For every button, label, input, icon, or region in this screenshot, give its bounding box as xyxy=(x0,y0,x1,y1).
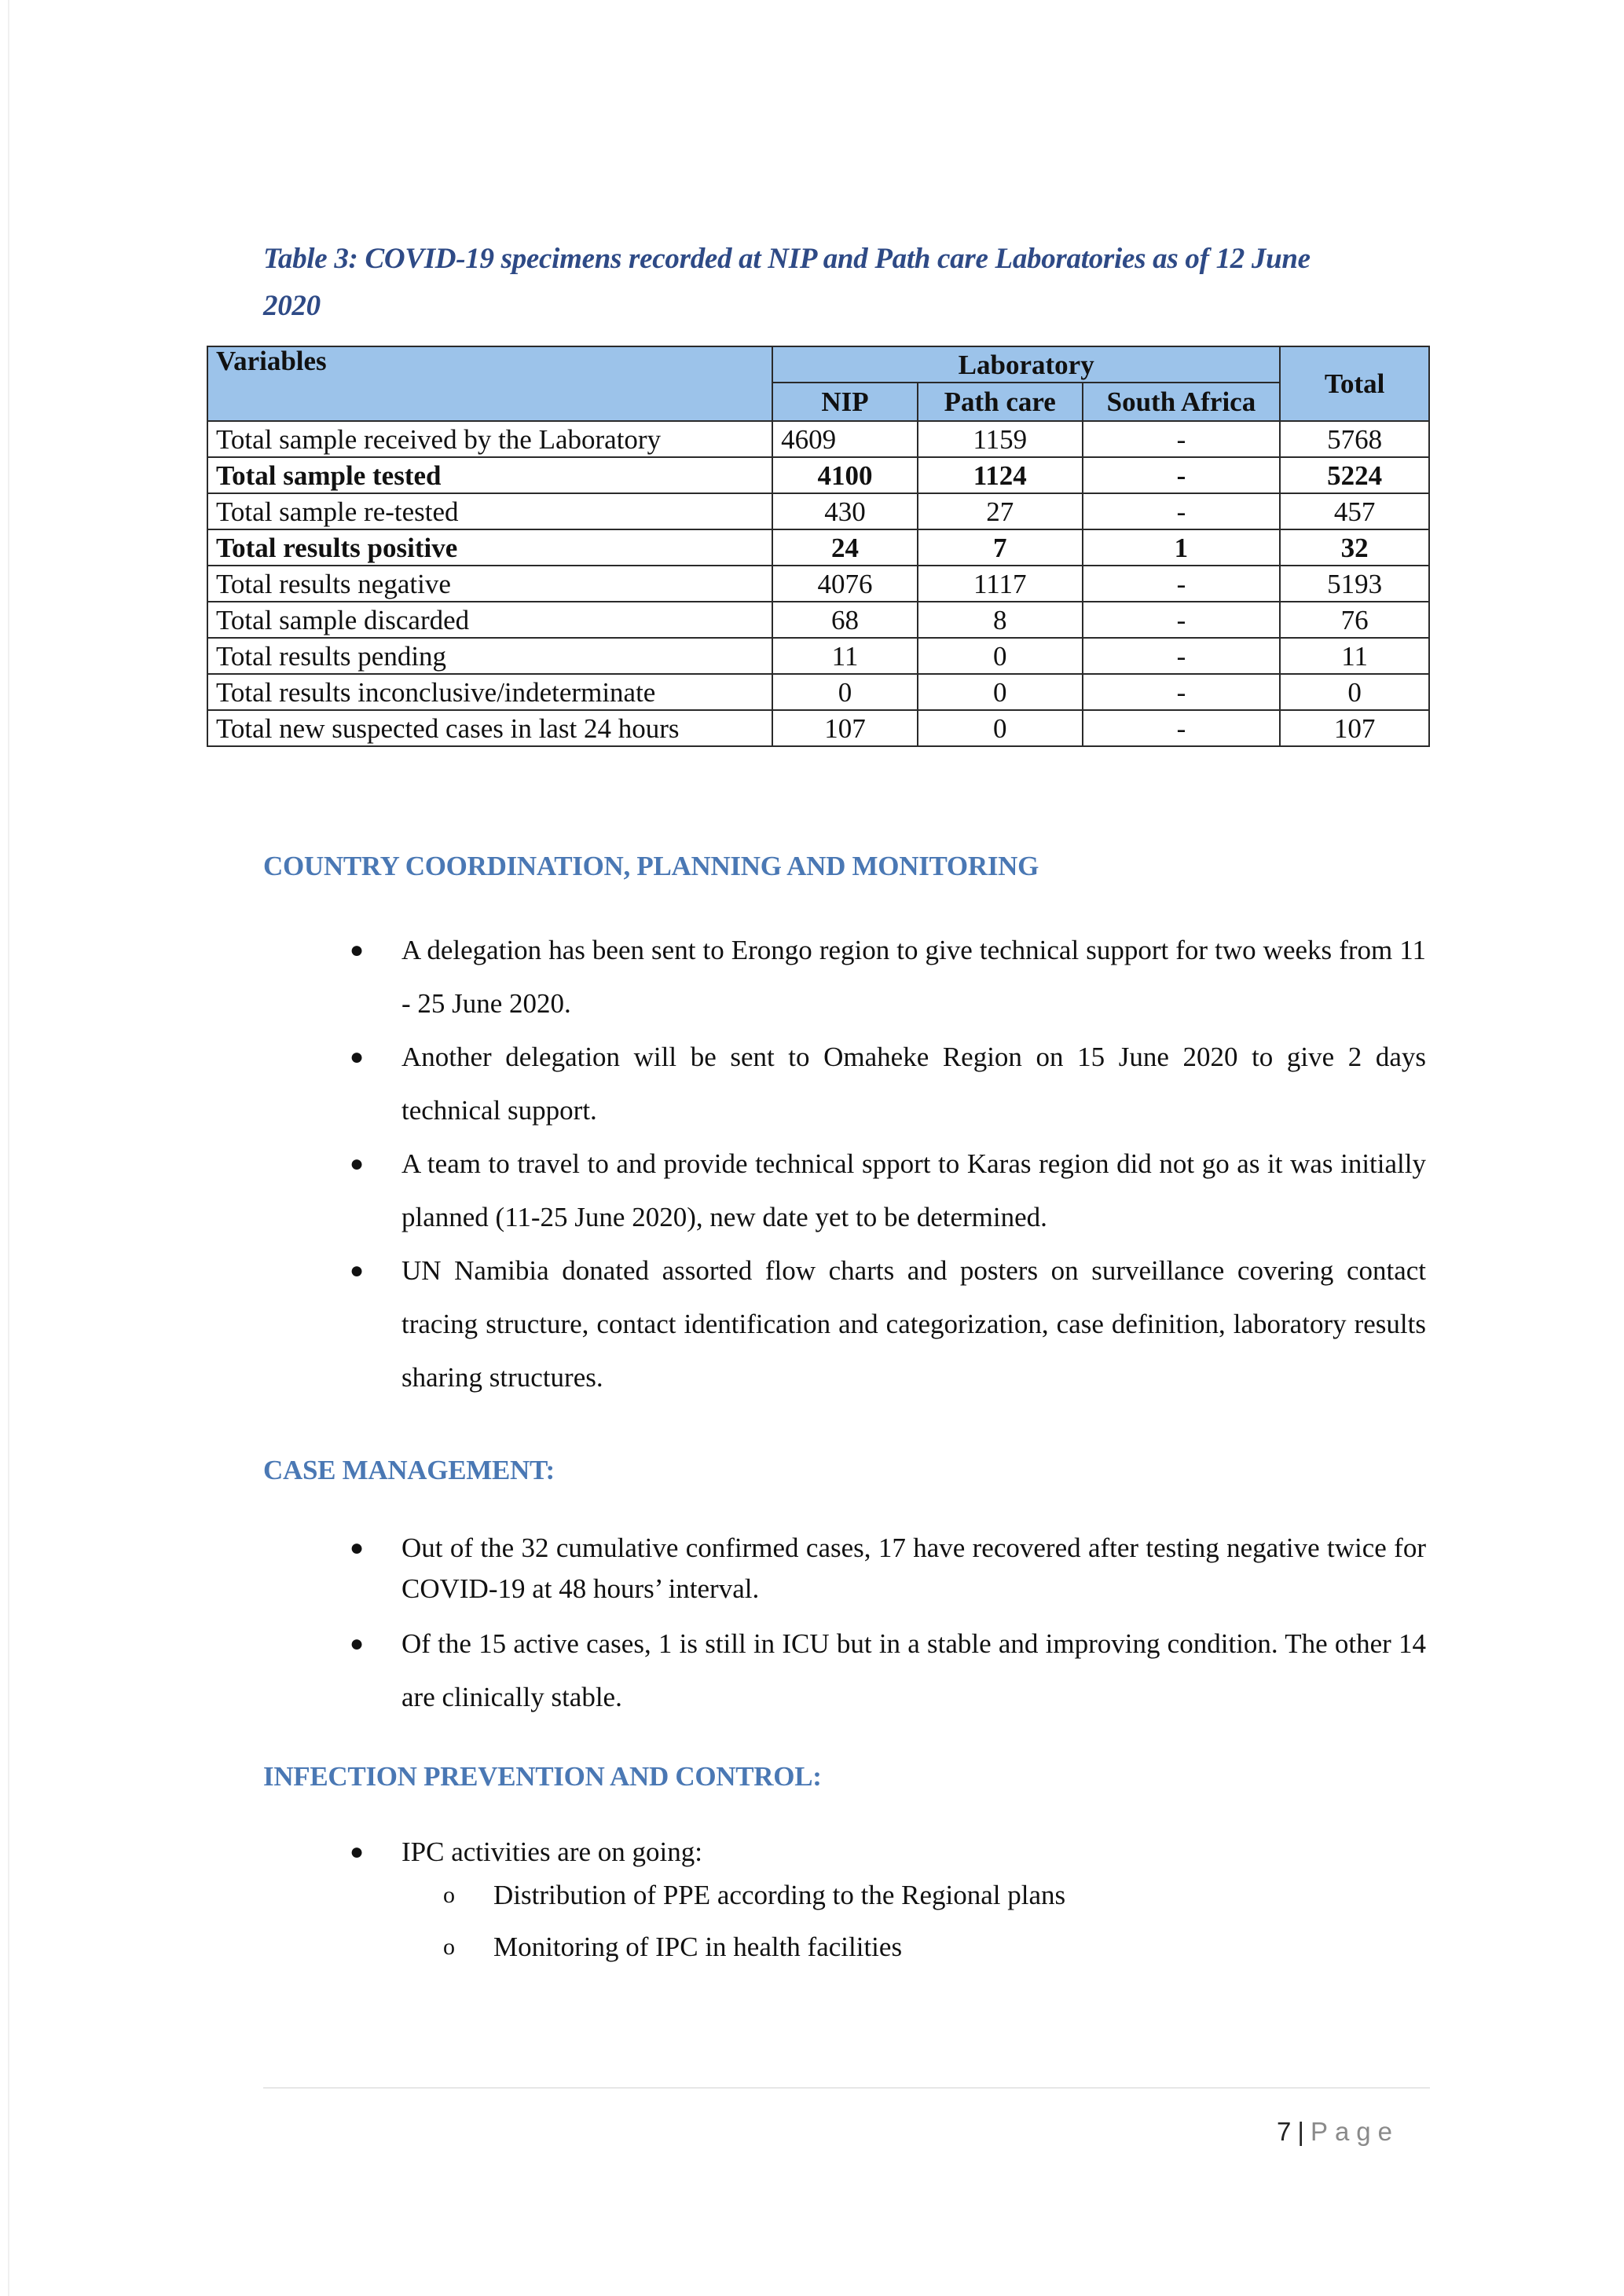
list-item xyxy=(350,1617,1426,1724)
ipc-bullet-list xyxy=(350,1829,1426,1972)
list-item xyxy=(350,1244,1426,1404)
bullet-icon: ● xyxy=(350,937,365,963)
cell-path-care: 1159 xyxy=(918,421,1083,457)
footer-divider xyxy=(263,2087,1430,2089)
row-label: Total sample received by the Laboratory xyxy=(207,421,772,457)
table-row xyxy=(207,638,1429,674)
cell-total: 32 xyxy=(1280,529,1429,566)
cell-path-care: 0 xyxy=(918,674,1083,710)
cell-nip: 4076 xyxy=(772,566,918,602)
cell-path-care: 27 xyxy=(918,493,1083,529)
list-item-text: Of the 15 active cases, 1 is still in ICU but in a stable and improving condition. The other 14 are clinically stable. xyxy=(401,1628,1426,1712)
bullet-icon: ● xyxy=(350,1535,365,1561)
table-row xyxy=(207,421,1429,457)
heading-country-coordination: COUNTRY COORDINATION, PLANNING AND MONITORING xyxy=(263,851,1039,881)
hollow-bullet-icon: o xyxy=(443,1934,455,1960)
row-label: Total results positive xyxy=(207,529,772,566)
list-item xyxy=(350,1528,1426,1609)
cell-total: 5224 xyxy=(1280,457,1429,493)
header-nip: NIP xyxy=(772,383,918,421)
cell-nip: 430 xyxy=(772,493,918,529)
bullet-icon: ● xyxy=(350,1258,365,1283)
cell-south-africa: 1 xyxy=(1083,529,1281,566)
table-row xyxy=(207,602,1429,638)
cell-path-care: 8 xyxy=(918,602,1083,638)
page-separator: | xyxy=(1297,2117,1304,2146)
heading-infection-prevention: INFECTION PREVENTION AND CONTROL: xyxy=(263,1761,822,1792)
list-item xyxy=(350,1829,1426,1972)
row-label: Total sample re-tested xyxy=(207,493,772,529)
cell-south-africa: - xyxy=(1083,566,1281,602)
cell-path-care: 7 xyxy=(918,529,1083,566)
cell-nip: 24 xyxy=(772,529,918,566)
cell-south-africa: - xyxy=(1083,674,1281,710)
cell-total: 76 xyxy=(1280,602,1429,638)
bullet-icon: ● xyxy=(350,1839,365,1865)
table-row xyxy=(207,566,1429,602)
coordination-bullet-list xyxy=(350,924,1426,1404)
list-item-text: A delegation has been sent to Erongo region to give technical support for two weeks from 11 - 25 June 2020. xyxy=(401,935,1426,1019)
header-path-care: Path care xyxy=(918,383,1083,421)
bullet-icon: ● xyxy=(350,1044,365,1070)
sub-list-item-text: Monitoring of IPC in health facilities xyxy=(493,1932,903,1962)
cell-south-africa: - xyxy=(1083,602,1281,638)
laboratory-specimens-table xyxy=(207,346,1430,747)
table-caption xyxy=(263,236,1426,330)
row-label: Total sample discarded xyxy=(207,602,772,638)
bullet-icon: ● xyxy=(350,1151,365,1177)
sub-list-item-text: Distribution of PPE according to the Regional plans xyxy=(493,1880,1066,1910)
header-variables: Variables xyxy=(207,346,772,421)
page-edge xyxy=(8,0,9,2296)
cell-nip: 4609 xyxy=(772,421,918,457)
cell-south-africa: - xyxy=(1083,457,1281,493)
cell-path-care: 0 xyxy=(918,710,1083,746)
cell-path-care: 1117 xyxy=(918,566,1083,602)
table-row xyxy=(207,674,1429,710)
case-management-bullet-list xyxy=(350,1528,1426,1724)
cell-total: 107 xyxy=(1280,710,1429,746)
cell-south-africa: - xyxy=(1083,710,1281,746)
table-row xyxy=(207,710,1429,746)
cell-total: 5193 xyxy=(1280,566,1429,602)
header-total: Total xyxy=(1280,346,1429,421)
sub-list-item xyxy=(443,1923,1426,1972)
cell-south-africa: - xyxy=(1083,493,1281,529)
ipc-sub-bullet-list xyxy=(443,1871,1426,1972)
page-number: 7 xyxy=(1277,2117,1292,2146)
list-item xyxy=(350,924,1426,1031)
cell-total: 11 xyxy=(1280,638,1429,674)
cell-south-africa: - xyxy=(1083,638,1281,674)
list-item-text: Another delegation will be sent to Omaheke Region on 15 June 2020 to give 2 days technical support. xyxy=(401,1042,1426,1126)
page-footer xyxy=(1277,2117,1399,2147)
table-caption-line-1: Table 3: COVID-19 specimens recorded at NIP and Path care Laboratories as of 12 June xyxy=(263,243,1311,275)
header-laboratory: Laboratory xyxy=(772,346,1280,383)
cell-nip: 107 xyxy=(772,710,918,746)
hollow-bullet-icon: o xyxy=(443,1882,455,1908)
cell-nip: 4100 xyxy=(772,457,918,493)
row-label: Total results negative xyxy=(207,566,772,602)
cell-total: 0 xyxy=(1280,674,1429,710)
list-item-text: Out of the 32 cumulative confirmed cases, 17 have recovered after testing negative twice for COVID-19 at 48 hours’ interval. xyxy=(401,1532,1426,1604)
cell-nip: 68 xyxy=(772,602,918,638)
row-label: Total results pending xyxy=(207,638,772,674)
table-row xyxy=(207,529,1429,566)
list-item xyxy=(350,1137,1426,1244)
list-item-text: A team to travel to and provide technical spport to Karas region did not go as it was initially planned (11-25 June 2020), new date yet to be determined. xyxy=(401,1148,1426,1232)
cell-path-care: 0 xyxy=(918,638,1083,674)
header-south-africa: South Africa xyxy=(1083,383,1281,421)
cell-total: 457 xyxy=(1280,493,1429,529)
cell-nip: 11 xyxy=(772,638,918,674)
table-row xyxy=(207,493,1429,529)
table-caption-line-2: 2020 xyxy=(263,290,321,322)
table-row xyxy=(207,457,1429,493)
bullet-icon: ● xyxy=(350,1631,365,1657)
list-item xyxy=(350,1031,1426,1137)
list-item-text: IPC activities are on going: xyxy=(401,1836,702,1867)
heading-case-management: CASE MANAGEMENT: xyxy=(263,1455,555,1485)
list-item-text: UN Namibia donated assorted flow charts and posters on surveillance covering contact tracing structure, contact identification and categorization, case definition, laboratory results sharing structures. xyxy=(401,1255,1426,1393)
cell-total: 5768 xyxy=(1280,421,1429,457)
sub-list-item xyxy=(443,1871,1426,1920)
row-label: Total results inconclusive/indeterminate xyxy=(207,674,772,710)
row-label: Total new suspected cases in last 24 hours xyxy=(207,710,772,746)
page-label: Page xyxy=(1310,2117,1400,2146)
cell-nip: 0 xyxy=(772,674,918,710)
cell-path-care: 1124 xyxy=(918,457,1083,493)
cell-south-africa: - xyxy=(1083,421,1281,457)
row-label: Total sample tested xyxy=(207,457,772,493)
